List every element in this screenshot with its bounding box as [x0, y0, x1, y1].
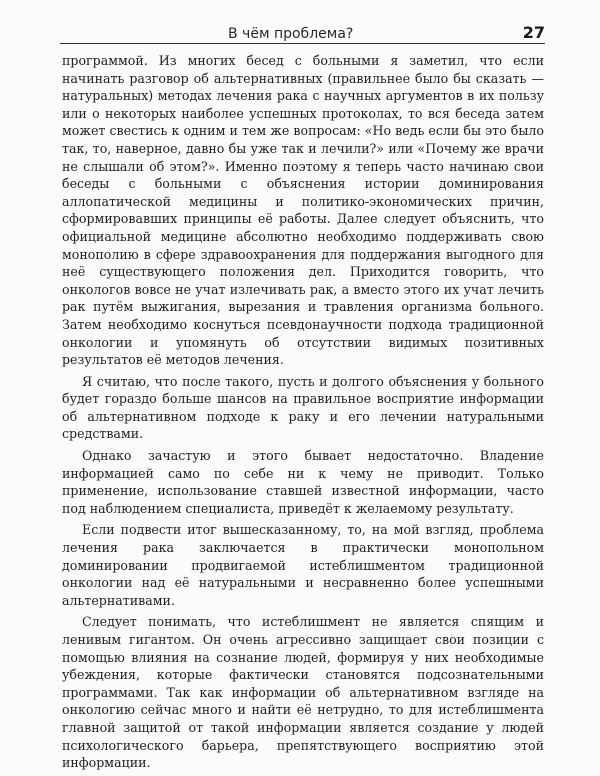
page-number: 27 [522, 23, 545, 42]
body-text [62, 52, 544, 776]
paragraph-4: Если подвести итог вышесказанному, то, на мой взгляд, проблема лечения рака заключается в практически монопольном доминировании продвигаемой истеблишментом традиционной онкологии над её натуральными и несравненно более успешными альтернативами. [62, 522, 544, 608]
paragraph-3: Однако зачастую и этого бывает недостаточно. Владение информацией само по себе ни к чему не приводит. Только применение, использование ставшей известной информации, часто под наблюдением специалиста, приведёт к желаемому результату. [62, 448, 544, 516]
paragraph-5: Следует понимать, что истеблишмент не является спящим и ленивым гигантом. Он очень агрессивно защищает свои позиции с помощью влияния на сознание людей, формируя у них необходимые убеждения, которые фактически становятся подсознательными программами. Так как информации об альтернативном взгляде на онкологию сейчас много и найти её нетрудно, то для истеблишмента главной защитой от такой информации является создание у людей психологического барьера, препятствующего восприятию этой информации. [62, 614, 544, 771]
running-title: В чём проблема? [228, 26, 354, 42]
paragraph-1: программой. Из многих бесед с больными я заметил, что если начинать разговор об альтернативных (правильнее было бы сказать — натуральных) методах лечения рака с научных аргументов в их пользу или о некоторых наиболее успешных протоколах, то вся беседа затем может свестись к одним и тем же вопросам: «Но ведь если бы это было так, то, наверное, давно бы уже так и лечили?» или «Почему же врачи не слышали об этом?». Именно поэтому я теперь часто начинаю свои беседы с больными с объяснения истории доминирования аллопатической медицины и политико-экономических причин, сформировавших принципы её работы. Далее следует объяснить, что официальной медицине абсолютно необходимо поддерживать свою монополию в сфере здравоохранения для поддержания выгодного для неё существующего положения дел. Приходится говорить, что онкологов вовсе не учат излечивать рак, а вместо этого их учат лечить рак путём выжигания, вырезания и травления организма больного. Затем необходимо коснуться псевдонаучности подхода традиционной онкологии и упомянуть об отсутствии видимых позитивных результатов её методов лечения. [62, 53, 544, 368]
header-rule [60, 43, 545, 44]
paragraph-2: Я считаю, что после такого, пусть и долгого объяснения у больного будет гораздо больше шансов на правильное восприятие информации об альтернативном подходе к раку и его лечении натуральными средствами. [62, 373, 544, 442]
page-header [60, 14, 545, 42]
